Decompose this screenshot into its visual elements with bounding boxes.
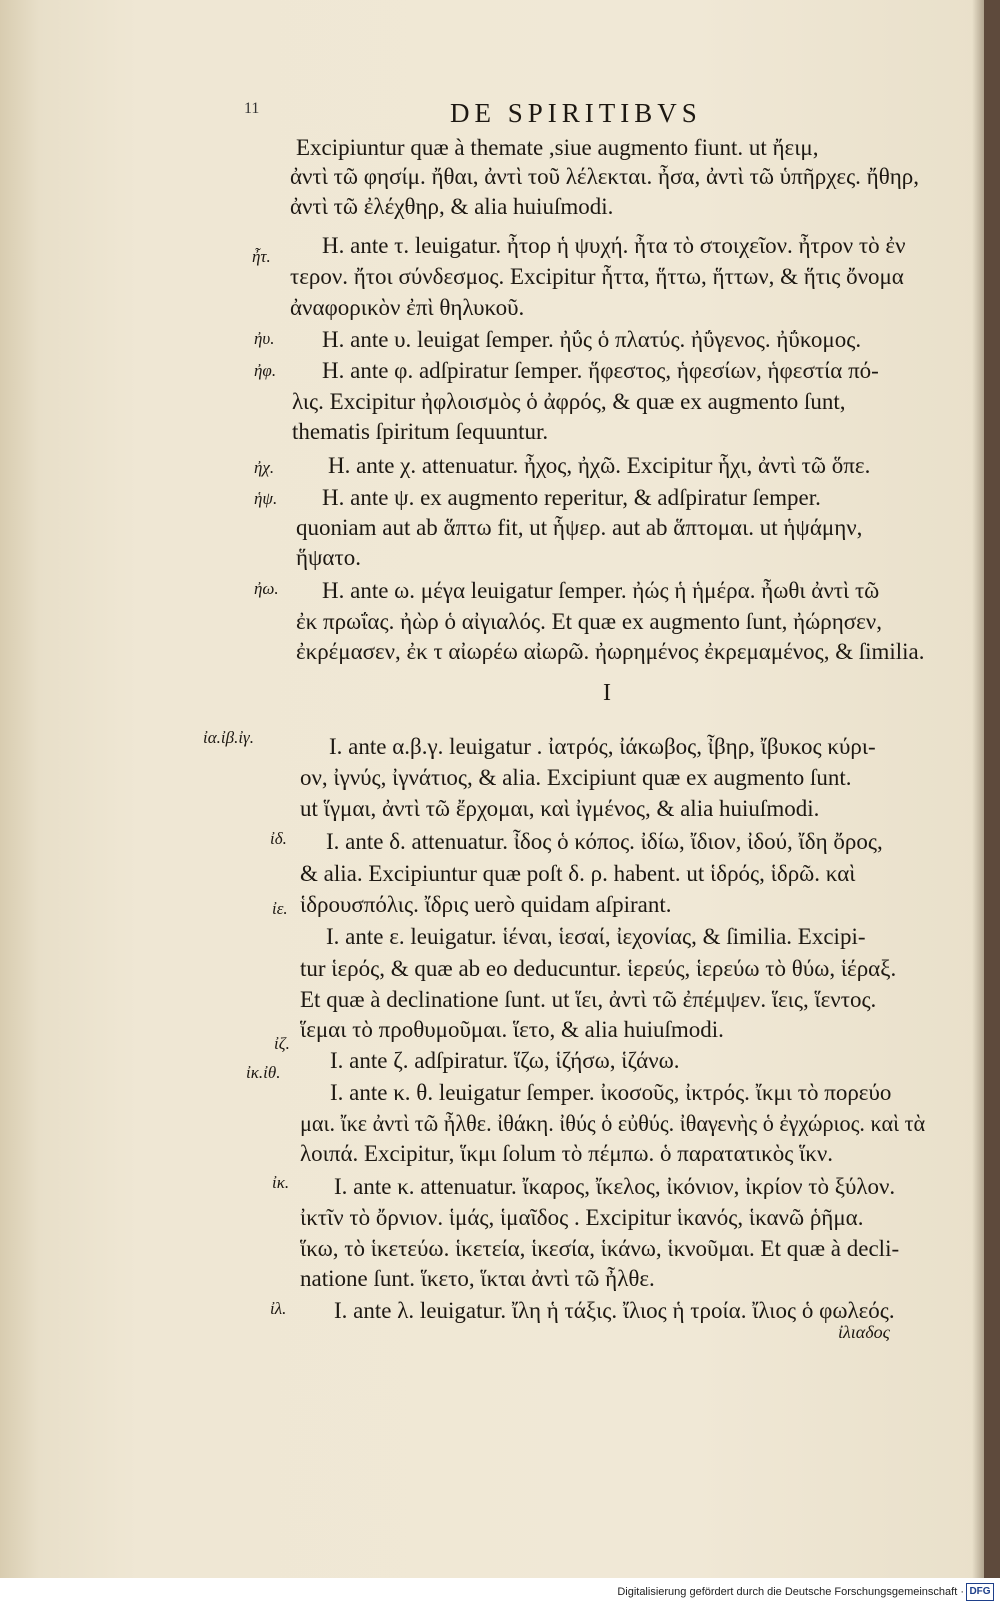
text-line: H. ante ω. μέγα leuigatur ſemper. ἠώς ἡ ἡμέρα. ἦωθι ἀντὶ τῶ <box>322 578 880 603</box>
margin-note: ἠω. <box>254 579 279 598</box>
text-line: Et quæ à declinatione ſunt. ut ἵει, ἀντὶ τῶ ἐπέμψεν. ἵεις, ἵεντος. <box>300 987 877 1012</box>
text-line: ἀντὶ τῶ ἐλέχθηρ, & alia huiuſmodi. <box>290 194 614 219</box>
text-line: I. ante α.β.γ. leuigatur . ἰατρός, ἰάκωβος, ἶβηρ, ἴβυκος κύρι- <box>329 734 876 759</box>
margin-note: ἰκ. <box>272 1173 290 1192</box>
text-line: ἵκω, τὸ ἱκετεύω. ἱκετεία, ἱκεσία, ἱκάνω, ἱκνοῦμαι. Et quæ à decli- <box>300 1236 900 1261</box>
margin-note: ἰε. <box>272 899 288 918</box>
text-line: ἰκτῖν τὸ ὄρνιον. ἱμάς, ἱμαῖδος . Excipitur ἱκανός, ἱκανῶ ῥῆμα. <box>300 1205 864 1230</box>
page-number: 11 <box>244 100 260 117</box>
text-line: ἐκρέμασεν, ἐκ τ αἰωρέω αἰωρῶ. ἠωρημένος ἐκρεμαμένος, & ſimilia. <box>296 639 925 664</box>
text-line: τερον. ἤτοι σύνδεσμος. Excipitur ἧττα, ἥττω, ἥττων, & ἥτις ὄνομα <box>290 264 904 289</box>
text-line: ον, ἰγνύς, ἰγνάτιος, & alia. Excipiunt quæ ex augmento ſunt. <box>300 765 852 790</box>
text-line: H. ante τ. leuigatur. ἦτορ ἡ ψυχή. ἦτα τὸ στοιχεῖον. ἦτρον τὸ ἐν <box>322 233 906 258</box>
margin-note: ἠχ. <box>254 458 275 477</box>
text-line: I. ante κ. θ. leuigatur ſemper. ἰκοσοῦς, ἰκτρός. ἴκμι τὸ πορεύο <box>330 1080 892 1105</box>
dfg-logo-icon: DFG <box>966 1583 994 1601</box>
text-line: Excipiuntur quæ à themate ,siue augmento fiunt. ut ἤειμ, <box>296 135 819 160</box>
margin-note: ἡψ. <box>254 489 278 508</box>
text-line: H. ante ψ. ex augmento reperitur, & adſpiratur ſemper. <box>322 485 821 510</box>
text-line: I. ante κ. attenuatur. ἴκαρος, ἴκελος, ἰκόνιον, ἰκρίον τὸ ξύλον. <box>334 1174 896 1199</box>
section-heading: I <box>603 680 611 706</box>
text-line: tur ἱερός, & quæ ab eo deducuntur. ἱερεύς, ἱερεύω τὸ θύω, ἱέραξ. <box>300 956 897 981</box>
text-line: H. ante υ. leuigat ſemper. ἠΰς ὁ πλατύς. ἠΰγενος. ἠΰκομος. <box>322 327 862 352</box>
text-line: thematis ſpiritum ſequuntur. <box>292 419 549 444</box>
text-line: λοιπά. Excipitur, ἵκμι ſolum τὸ πέμπω. ὁ παρατατικὸς ἵκν. <box>300 1141 834 1166</box>
text-line: ut ἵγμαι, ἀντὶ τῶ ἔρχομαι, καὶ ἰγμένος, & alia huiuſmodi. <box>300 796 820 821</box>
text-line: ἐκ πρωΐας. ἠὼρ ὁ αἰγιαλός. Et quæ ex augmento ſunt, ἠώρησεν, <box>296 609 882 634</box>
footer-credit: Digitalisierung gefördert durch die Deutsche Forschungsgemeinschaft · <box>617 1586 964 1598</box>
text-line: ἀναφορικὸν ἐπὶ θηλυκοῦ. <box>290 295 525 320</box>
margin-note: ἰδ. <box>270 829 287 848</box>
text-line: μαι. ἴκε ἀντὶ τῶ ἦλθε. ἰθάκη. ἰθύς ὁ εὐθύς. ἰθαγενὴς ὁ ἐγχώριος. καὶ τὰ <box>300 1111 926 1136</box>
text-line: & alia. Excipiuntur quæ poſt δ. ρ. habent. ut ἱδρός, ἱδρῶ. καὶ <box>300 861 856 886</box>
text-line: λις. Excipitur ἠφλοισμὸς ὁ ἀφρός, & quæ ex augmento ſunt, <box>292 389 846 414</box>
text-line: ἥψατο. <box>296 545 361 570</box>
running-head: DE SPIRITIBVS <box>450 98 702 128</box>
margin-note: ἰα.ἰβ.ἰγ. <box>203 728 255 747</box>
text-line: ἵεμαι τὸ προθυμοῦμαι. ἵετο, & alia huiuſmodi. <box>300 1017 724 1042</box>
margin-note: ἠφ. <box>254 361 277 380</box>
text-line: natione ſunt. ἵκετο, ἵκται ἀντὶ τῶ ἦλθε. <box>300 1266 655 1291</box>
margin-note: ἰκ.ἰθ. <box>246 1063 281 1082</box>
catchword: ἰλιαδος <box>838 1322 890 1342</box>
digitization-footer <box>0 1578 1000 1607</box>
text-line: H. ante χ. attenuatur. ἦχος, ἠχῶ. Excipitur ἧχι, ἀντὶ τῶ ὅπε. <box>328 453 871 478</box>
text-line: I. ante λ. leuigatur. ἴλη ἡ τάξις. ἴλιος ἡ τροία. ἴλιος ὁ φωλεός. <box>334 1298 895 1323</box>
text-line: I. ante δ. attenuatur. ἶδος ὁ κόπος. ἰδίω, ἴδιον, ἰδού, ἴδη ὄρος, <box>326 829 883 854</box>
margin-note: ἰλ. <box>270 1299 287 1318</box>
margin-note: ἰζ. <box>274 1034 290 1053</box>
text-line: ἀντὶ τῶ φησίμ. ἤθαι, ἀντὶ τοῦ λέλεκται. ἦσα, ἀντὶ τῶ ὑπῆρχες. ἤθηρ, <box>290 164 919 189</box>
text-line: ἱδρουσπόλις. ἴδρις uerò quidam aſpirant. <box>300 892 672 917</box>
text-line: H. ante φ. adſpiratur ſemper. ἥφεστος, ἡφεσίων, ἡφεστία πό- <box>322 358 879 383</box>
text-line: I. ante ζ. adſpiratur. ἵζω, ἱζήσω, ἱζάνω. <box>330 1048 680 1073</box>
text-line: quoniam aut ab ἅπτω fit, ut ἧψερ. aut ab ἅπτομαι. ut ἡψάμην, <box>296 515 863 540</box>
text-line: I. ante ε. leuigatur. ἱέναι, ἱεσαί, ἰεχονίας, & ſimilia. Excipi- <box>326 924 866 949</box>
margin-note: ἠυ. <box>254 329 275 348</box>
margin-note: ἦτ. <box>252 247 271 266</box>
